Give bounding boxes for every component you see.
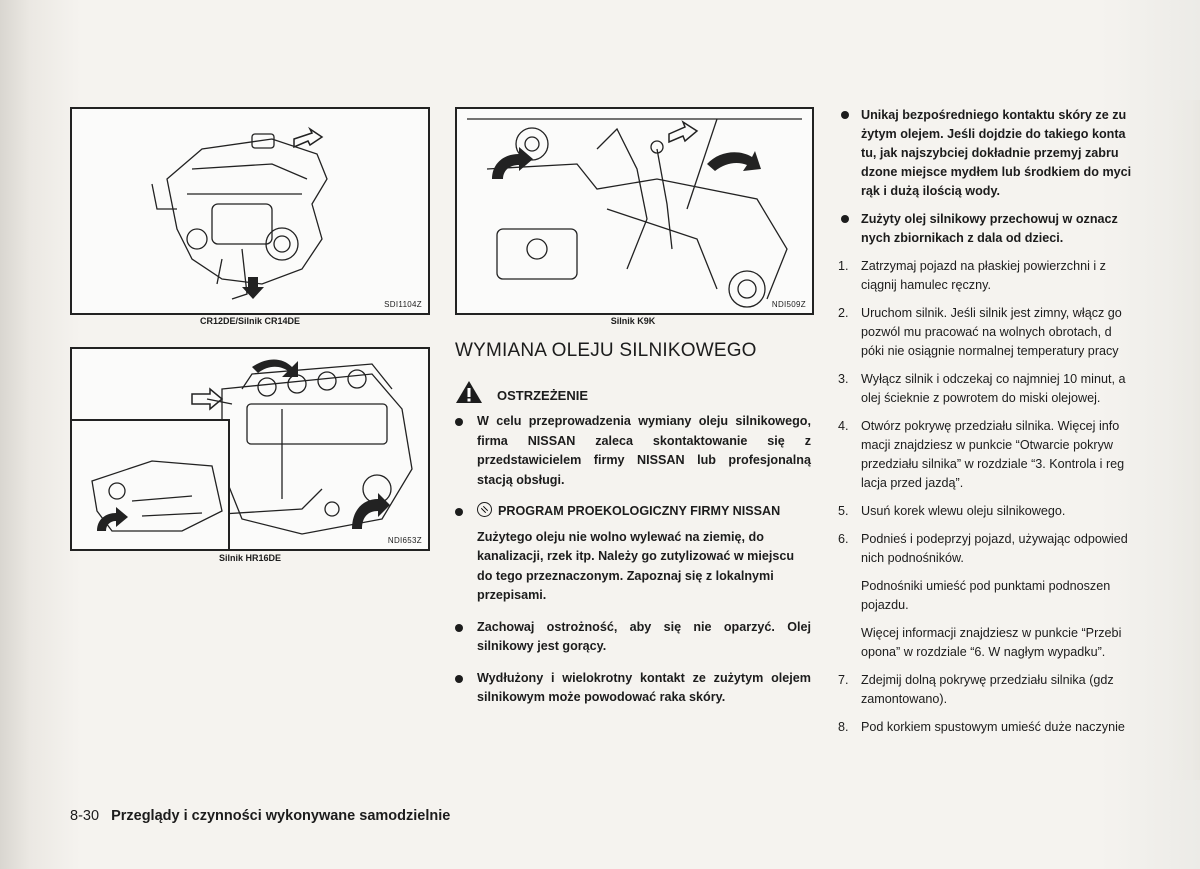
step-item: [838, 530, 1200, 568]
text-line: Zużyty olej silnikowy przechowuj w oznacz: [861, 212, 1118, 226]
figure-caption: Silnik HR16DE: [218, 553, 282, 563]
step-number: 4.: [838, 419, 849, 433]
page-number: 8-30: [70, 808, 100, 824]
text-line: Otwórz pokrywę przedziału silnika. Więcej info: [861, 419, 1120, 433]
page-footer: [70, 808, 450, 824]
eco-heading: PROGRAM PROEKOLOGICZNY FIRMY NISSAN: [498, 504, 781, 518]
warning-heading: [455, 380, 588, 404]
figure-code: NDI653Z: [387, 536, 422, 545]
step-item: [838, 671, 1200, 709]
text-line: Więcej informacji znajdziesz w punkcie “Przebi: [861, 626, 1122, 640]
text-line: pozwól mu pracować na wolnych obrotach, d: [861, 325, 1112, 339]
text-line: macji znajdziesz w punkcie “Otwarcie pokryw: [861, 438, 1113, 452]
list-item: [455, 618, 811, 657]
step-number: 1.: [838, 259, 849, 273]
eco-text: Zużytego oleju nie wolno wylewać na ziemię, do kanalizacji, rzek itp. Należy go zutylizować w miejscu do tego przeznaczonym. Zapoznaj się z lokalnymi przepisami.: [477, 529, 795, 602]
step-note: [838, 577, 1200, 615]
step-number: 6.: [838, 532, 849, 546]
figure-inset: [72, 419, 230, 549]
text-line: pojazdu.: [861, 598, 909, 612]
step-item: [838, 417, 1200, 493]
bullet-icon: [455, 624, 463, 632]
step-item: [838, 502, 1200, 521]
arrow-icon: [492, 147, 533, 179]
text-line: ciągnij hamulec ręczny.: [861, 278, 991, 292]
step-item: [838, 718, 1200, 737]
step-number: 7.: [838, 673, 849, 687]
step-item: [838, 370, 1200, 408]
text-line: zamontowano).: [861, 692, 948, 706]
warning-text: Zachowaj ostrożność, aby się nie oparzyć. Olej silnikowy jest gorący.: [477, 619, 811, 653]
text-line: Zdejmij dolną pokrywę przedziału silnika (gdz: [861, 673, 1114, 687]
text-line: żytym olejem. Jeśli dojdzie do takiego konta: [861, 127, 1126, 141]
step-number: 2.: [838, 306, 849, 320]
warning-text: W celu przeprowadzenia wymiany oleju silnikowego, firma NISSAN zaleca skontaktowanie się z przedstawicielem firmy NISSAN lub profesjonalną stacją obsługi.: [477, 414, 811, 487]
text-line: nich podnośników.: [861, 551, 964, 565]
text-line: Pod korkiem spustowym umieść duże naczynie: [861, 720, 1125, 734]
warning-triangle-icon: [455, 380, 483, 404]
bullet-icon: [455, 418, 463, 426]
figure-caption: CR12DE/Silnik CR14DE: [199, 316, 301, 326]
step-number: 3.: [838, 372, 849, 386]
figure-engine-hr16de: [70, 347, 430, 551]
list-item: [455, 502, 811, 522]
text-line: opona” w rozdziale “6. W nagłym wypadku”.: [861, 645, 1106, 659]
list-item: [838, 210, 1200, 248]
text-line: przedziału silnika” w rozdziale “3. Kontrola i reg: [861, 457, 1125, 471]
bullet-icon: [455, 508, 463, 516]
chapter-title: Przeglądy i czynności wykonywane samodzielnie: [111, 808, 451, 824]
text-line: póki nie osiągnie normalnej temperatury pracy: [861, 344, 1119, 358]
arrow-icon: [352, 493, 390, 529]
figure-code: SDI1104Z: [384, 300, 422, 309]
arrow-icon: [252, 360, 298, 378]
list-item: [455, 669, 811, 708]
step-number: 8.: [838, 720, 849, 734]
text-line: Podnieś i podeprzyj pojazd, używając odpowied: [861, 532, 1128, 546]
engine-k9k-illustration: [457, 109, 812, 313]
warning-text: Wydłużony i wielokrotny kontakt ze zużytym olejem silnikowym może powodować raka skóry.: [477, 670, 811, 704]
text-line: dzone miejsce mydłem lub środkiem do myci: [861, 165, 1132, 179]
step-number: 5.: [838, 504, 849, 518]
text-line: Unikaj bezpośredniego kontaktu skóry ze zu: [861, 108, 1127, 122]
bullet-icon: [841, 111, 849, 119]
arrow-icon: [707, 151, 761, 171]
bullet-icon: [455, 675, 463, 683]
page-edge-shadow: [1168, 100, 1200, 780]
figure-code: NDI509Z: [771, 300, 806, 309]
eco-globe-icon: [477, 502, 492, 517]
figure-engine-k9k: [455, 107, 814, 315]
text-line: tu, jak najszybciej dokładnie przemyj zabru: [861, 146, 1119, 160]
list-item: [455, 412, 811, 490]
text-line: olej ścieknie z powrotem do miski olejowej.: [861, 391, 1101, 405]
warning-list: [455, 412, 811, 720]
step-item: [838, 304, 1200, 361]
text-line: lacja przed jazdą”.: [861, 476, 964, 490]
figure-engine-cr12de: [70, 107, 430, 315]
arrow-icon: [97, 507, 128, 531]
text-line: Wyłącz silnik i odczekaj co najmniej 10 minut, a: [861, 372, 1126, 386]
text-line: nych zbiornikach z dala od dzieci.: [861, 231, 1064, 245]
procedure-column: [838, 106, 1200, 766]
text-line: Uruchom silnik. Jeśli silnik jest zimny, włącz go: [861, 306, 1122, 320]
text-line: Podnośniki umieść pod punktami podnoszen: [861, 579, 1111, 593]
warning-label: OSTRZEŻENIE: [497, 387, 589, 403]
list-item: [838, 106, 1200, 201]
figure-caption: Silnik K9K: [610, 316, 656, 326]
text-line: Usuń korek wlewu oleju silnikowego.: [861, 504, 1066, 518]
bullet-icon: [841, 215, 849, 223]
text-line: Zatrzymaj pojazd na płaskiej powierzchni i z: [861, 259, 1106, 273]
step-item: [838, 257, 1200, 295]
engine-cr12de-illustration: [72, 109, 428, 313]
text-line: rąk i dużą ilością wody.: [861, 184, 1001, 198]
step-note: [838, 624, 1200, 662]
section-title: WYMIANA OLEJU SILNIKOWEGO: [455, 340, 757, 361]
